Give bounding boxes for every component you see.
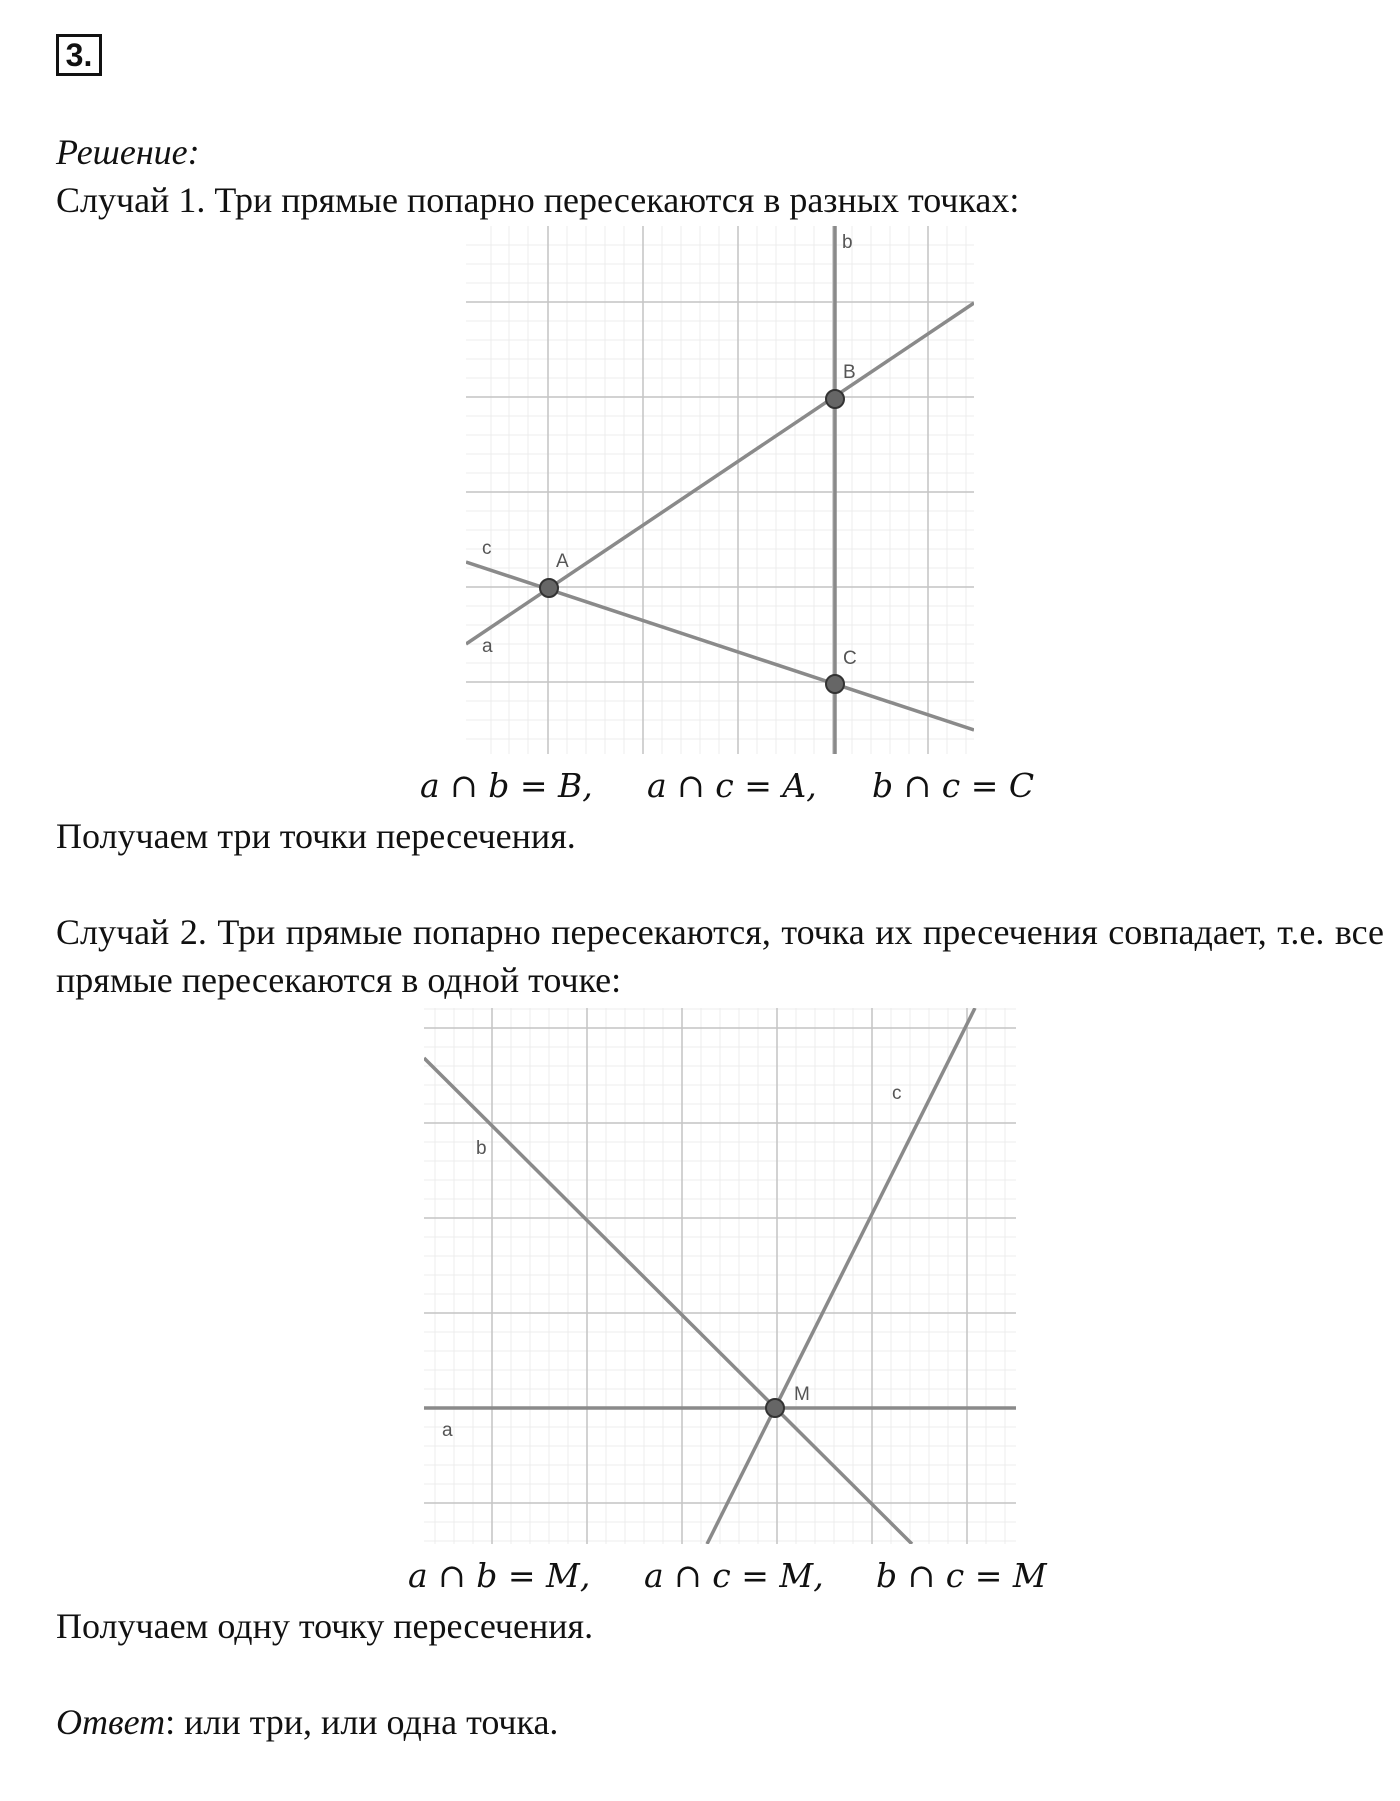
case2-formula-ac: a ∩ c = M, [644,1556,824,1595]
case2-formula-bc: b ∩ c = M [876,1556,1047,1595]
case1-heading: Случай 1. Три прямые попарно пересекаются в разных точках: [56,180,1020,220]
case2-heading-line1: Случай 2. Три прямые попарно пересекаются, точка их пресечения совпадает, т.е. все [56,912,1384,952]
point-m [766,1399,784,1417]
grid-minor [424,1008,1016,1544]
case2-result: Получаем одну точку пересечения. [56,1606,594,1646]
answer [56,1700,558,1744]
point-c [826,675,844,693]
case1-formula-ab: a ∩ b = B, [420,766,593,805]
label-line-b: b [476,1138,487,1159]
case2-diagram [424,1008,1016,1544]
task-number: 3. [56,34,102,76]
answer-label: Ответ [56,1702,166,1742]
label-line-c: c [482,538,492,559]
point-b [826,390,844,408]
case1-result: Получаем три точки пересечения. [56,816,576,856]
label-line-c: c [892,1083,902,1104]
label-point-m: M [794,1384,810,1405]
grid-major [466,226,974,754]
case2-formula-ab: a ∩ b = M, [408,1556,591,1595]
case1-formula-ac: a ∩ c = A, [647,766,817,805]
grid-minor [466,226,974,754]
case1-formula-bc: b ∩ c = C [872,766,1035,805]
line-b [424,1058,912,1544]
label-line-a: a [442,1420,453,1441]
point-a [540,579,558,597]
case1-diagram [466,226,974,754]
case2-heading-line2: прямые пересекаются в одной точке: [56,960,622,1000]
label-point-c: C [843,648,857,669]
label-line-a: a [482,636,493,657]
label-point-a: A [556,551,569,572]
line-c [707,1008,975,1544]
solution-label: Решение: [56,132,200,172]
label-line-b: b [842,232,853,253]
label-point-b: B [843,362,856,383]
answer-text: : или три, или одна точка. [165,1702,559,1742]
